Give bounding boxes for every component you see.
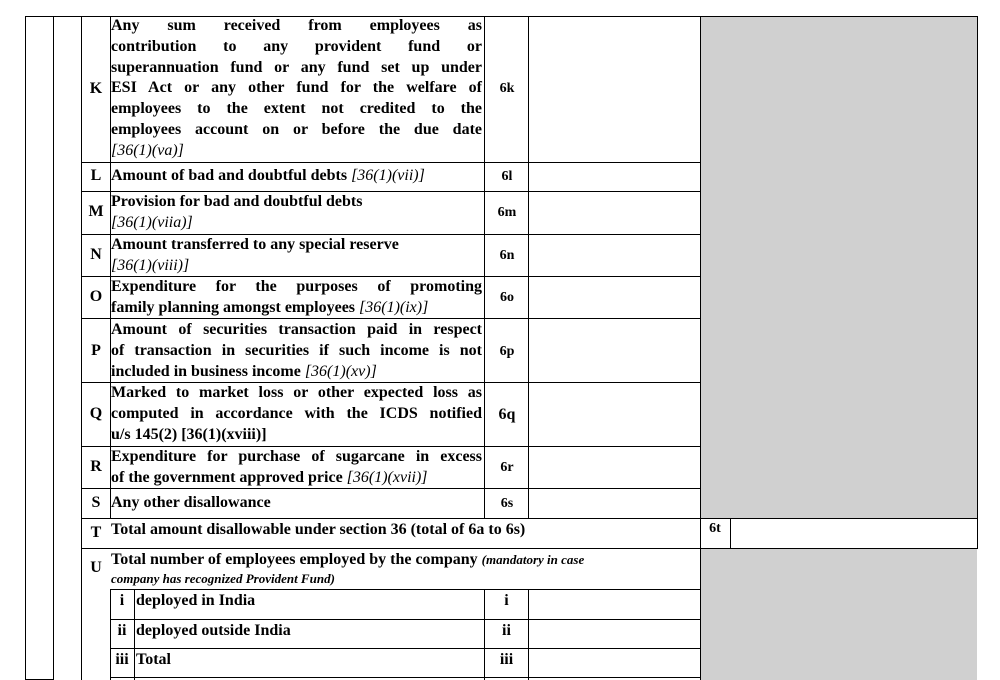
section-citation: [36(1)(vii)] [351, 167, 425, 184]
row-code: 6p [499, 344, 515, 359]
text-line: included in business income [111, 362, 301, 380]
shaded-area-lower [701, 548, 977, 680]
value-cell-6q[interactable] [529, 383, 700, 446]
text-line: u/s 145(2) [36(1)(xviii)] [111, 425, 267, 443]
text-line: Any sum received from employees as [111, 17, 482, 34]
subrow-label: Total [136, 651, 171, 668]
row-description [111, 166, 482, 187]
shaded-area-upper [701, 16, 977, 519]
row-code: 6s [500, 496, 514, 511]
value-cell-6n[interactable] [529, 235, 700, 276]
value-cell-6s[interactable] [529, 489, 700, 518]
section-citation: [36(1)(xvii)] [346, 468, 428, 486]
row-code: 6k [499, 81, 515, 96]
row-description [111, 235, 482, 277]
value-cell-6p[interactable] [529, 319, 700, 382]
row-description [111, 16, 482, 162]
row-letter: Q [89, 405, 103, 422]
row-code: 6r [500, 460, 514, 475]
row-code: 6l [501, 169, 513, 184]
section-citation: [36(1)(va)] [111, 141, 184, 159]
mandatory-note: (mandatory in case [481, 552, 585, 567]
subrow-code: i [504, 592, 509, 609]
value-cell-6m[interactable] [529, 192, 700, 234]
row-description [111, 520, 696, 541]
text-line: Expenditure for purchase of sugarcane in excess [111, 448, 482, 465]
subrow-label: deployed in India [136, 592, 256, 609]
row-code: 6q [498, 406, 516, 423]
row-letter: T [90, 524, 102, 541]
subrow-number: i [119, 592, 125, 609]
section-citation: [36(1)(ix)] [359, 298, 429, 316]
row-code: 6n [499, 248, 515, 263]
row-letter: P [91, 342, 101, 359]
text-line: employees account on or before the due date [111, 120, 482, 138]
mandatory-note: company has recognized Provident Fund) [111, 571, 335, 586]
value-cell-sub-ii[interactable] [529, 620, 700, 648]
text-line: employees to the extent not credited to the [111, 100, 482, 118]
subrow-label: deployed outside India [136, 622, 291, 639]
row-letter: K [89, 80, 103, 97]
subrow-number: iii [115, 651, 129, 668]
row-description [111, 447, 482, 489]
row-letter: M [88, 203, 104, 220]
row-letter: U [90, 559, 102, 576]
row-description [111, 383, 482, 445]
row-letter: O [89, 288, 103, 305]
text-line: computed in accordance with the ICDS notified [111, 404, 482, 422]
text-line: Marked to market loss or other expected loss as [111, 384, 482, 401]
text-line: ESI Act or any other fund for the welfare of [111, 79, 482, 97]
text-line: Total amount disallowable under section 36 (total of 6a to 6s) [111, 521, 526, 538]
row-letter: L [90, 167, 102, 184]
row-description [111, 192, 482, 234]
value-cell-6l[interactable] [529, 163, 700, 191]
value-cell-sub-iii[interactable] [529, 649, 700, 677]
text-line: Any other disallowance [111, 494, 271, 511]
text-line: Amount of securities transaction paid in respect [111, 321, 482, 338]
row-description [111, 550, 691, 588]
text-line: of transaction in securities if such income is not [111, 341, 482, 359]
text-line: superannuation fund or any fund set up under [111, 58, 482, 76]
row-letter: R [90, 458, 102, 475]
text-line: Expenditure for the purposes of promoting [111, 278, 482, 295]
text-line: Amount transferred to any special reserve [111, 236, 399, 253]
subrow-code: iii [499, 651, 514, 668]
text-line: Total number of employees employed by the company [111, 551, 478, 568]
value-cell-6o[interactable] [529, 277, 700, 318]
text-line: Provision for bad and doubtful debts [111, 193, 363, 210]
section-citation: [36(1)(viii)] [111, 256, 190, 274]
value-cell-sub-i[interactable] [529, 590, 700, 619]
row-description [111, 277, 482, 319]
text-line: Amount of bad and doubtful debts [111, 167, 348, 184]
value-cell-6k[interactable] [529, 17, 700, 162]
row-description [111, 320, 482, 382]
section-citation: [36(1)(viia)] [111, 213, 193, 231]
value-cell-6r[interactable] [529, 447, 700, 488]
value-cell-6t[interactable] [731, 519, 977, 548]
row-letter: S [91, 494, 101, 511]
row-description [111, 493, 482, 514]
row-letter: N [90, 246, 102, 263]
subrow-code: ii [502, 622, 511, 639]
row-code: 6m [497, 205, 517, 220]
row-code: 6o [500, 290, 514, 305]
row-code: 6t [709, 521, 721, 536]
text-line: of the government approved price [111, 468, 343, 486]
subrow-number: ii [117, 622, 127, 639]
text-line: family planning amongst employees [111, 298, 356, 316]
text-line: contribution to any provident fund or [111, 37, 482, 55]
section-citation: [36(1)(xv)] [304, 362, 377, 380]
